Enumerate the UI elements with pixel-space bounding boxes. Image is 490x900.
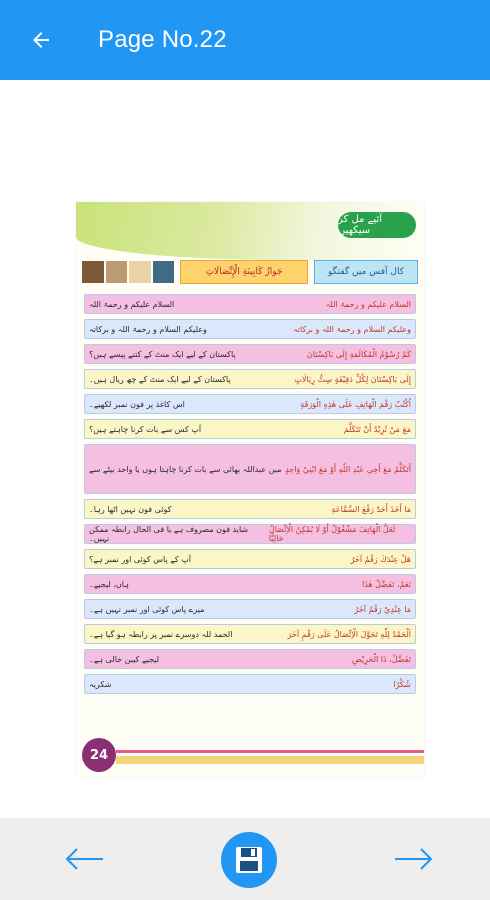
urdu-translation: میں عبداللہ بھائی سے بات کرنا چاہتا ہوں یا واحد بیٹے سے [89, 464, 282, 474]
arabic-text: مَا عِنْدِيْ رَقْمٌ آخَرُ [354, 604, 411, 614]
book-page-image [76, 202, 424, 778]
header-thumbnails [82, 261, 174, 283]
floppy-disk-icon [233, 844, 265, 876]
dialogue-row [84, 444, 416, 494]
urdu-translation: شکریہ [89, 679, 112, 689]
page-tab-label: آئیے مل کر سیکھیں [338, 212, 416, 238]
arabic-text: السلام علیکم و رحمۃ اللہ [325, 299, 411, 309]
arabic-text: اُكْتُبْ رَقْمَ الْهَاتِفِ عَلَى هٰذِهِ الْوَرَقَةِ [300, 399, 411, 409]
arabic-text: لَعَلَّ الْهَاتِفَ مَشْغُوْلٌ أَوْ لَا يُمْكِنُ الْاِتِّصَالُ حَالِيًّا [268, 525, 396, 543]
page-number: 24 [82, 738, 116, 772]
save-button[interactable] [221, 832, 277, 888]
dialogue-row [84, 419, 416, 439]
page-subheading: کال آفس میں گفتگو [314, 260, 418, 284]
arabic-text: وعلیکم السلام و رحمۃ اللہ و برکاتہ [293, 324, 411, 334]
dialogue-row [84, 369, 416, 389]
urdu-translation: وعلیکم السلام و رحمۃ اللہ و برکاتہ [89, 324, 207, 334]
back-button[interactable] [24, 23, 58, 57]
urdu-translation: پاکستان کے لیے ایک منٹ کے کتنے پیسے ہیں؟ [89, 349, 236, 359]
dialogue-row [84, 319, 416, 339]
arabic-text: نَعَمْ، تَفَضَّلْ هٰذَا [362, 579, 411, 589]
dialogue-row [84, 294, 416, 314]
dialogue-row [84, 394, 416, 414]
dialogue-row [84, 624, 416, 644]
urdu-translation: کوئی فون نہیں اٹھا رہا۔ [89, 504, 172, 514]
thumbnail [129, 261, 151, 283]
urdu-translation: آپ کے پاس کوئی اور نمبر ہے؟ [89, 554, 192, 564]
urdu-translation: شاید فون مصروف ہے یا فی الحال رابطہ ممکن نہیں۔ [89, 525, 249, 543]
arabic-text: إِلَى بَاكِسْتَانَ لِكُلِّ دَقِيْقَةٍ سِتُّ رِيَالَاتٍ [294, 374, 411, 384]
thumbnail [106, 261, 128, 283]
urdu-translation: میرے پاس کوئی اور نمبر نہیں ہے۔ [89, 604, 205, 614]
thumbnail [153, 261, 175, 283]
page-header [82, 260, 418, 284]
urdu-translation: الحمد للہ دوسرے نمبر پر رابطہ ہو گیا ہے۔ [89, 629, 233, 639]
app-bar [0, 0, 490, 80]
dialogue-row [84, 649, 416, 669]
urdu-translation: اس کاغذ پر فون نمبر لکھیے۔ [89, 399, 185, 409]
arabic-text: شُكْرًا [393, 679, 411, 689]
footer-band [116, 756, 424, 764]
arrow-left-icon [63, 847, 105, 871]
footer-line [116, 750, 424, 753]
next-page-button[interactable] [390, 838, 438, 880]
thumbnail [82, 261, 104, 283]
bottom-bar [0, 818, 490, 900]
arabic-text: مَعَ مَنْ تُرِيْدُ أَنْ تَتَكَلَّمَ [343, 424, 411, 434]
urdu-translation: لیجیے کیبن خالی ہے۔ [89, 654, 160, 664]
dialogue-row [84, 524, 416, 544]
arabic-text: هَلْ عِنْدَكَ رَقْمُ آخَرُ [350, 554, 411, 564]
arabic-text: كَمْ رُسُوْمُ الْمُكَالَمَةِ إِلَى بَاكِسْتَانَ [306, 349, 411, 359]
arrow-back-icon [29, 28, 53, 52]
dialogue-row [84, 549, 416, 569]
arabic-text: تَفَضَّلْ، ذَا الْحَرِيْصِ [352, 654, 411, 664]
arabic-text: أَتَكَلَّمُ مَعَ أَخِي عَبْدِ اللّٰهِ أَوْ مَعَ ابْنِيْ وَاحِدٍ [285, 464, 411, 474]
urdu-translation: السلام علیکم و رحمۃ اللہ [89, 299, 175, 309]
dialogue-row [84, 674, 416, 694]
page-footer [76, 736, 424, 778]
dialogue-list [84, 294, 416, 699]
page-heading: جَوازُ كَابِينَةِ الْإِتِّصَالَاتِ [180, 260, 308, 284]
urdu-translation: ہاں، لیجیے۔ [89, 579, 129, 589]
arrow-right-icon [393, 847, 435, 871]
dialogue-row [84, 574, 416, 594]
page-title: Page No.22 [98, 26, 227, 53]
arabic-text: اَلْحَمْدُ لِلّٰهِ تَحَوَّلَ الْاِتِّصَالُ عَلَى رَقْمِ آخَرَ [287, 629, 411, 639]
page-viewer[interactable] [0, 80, 490, 818]
dialogue-row [84, 599, 416, 619]
urdu-translation: آپ کس سے بات کرنا چاہتے ہیں؟ [89, 424, 202, 434]
urdu-translation: پاکستان کے لیے ایک منٹ کے چھ ریال ہیں۔ [89, 374, 231, 384]
previous-page-button[interactable] [60, 838, 108, 880]
dialogue-row [84, 499, 416, 519]
arabic-text: مَا أَخَذَ أَحَدٌ رَفْعَ السَّمَّاعَةِ [331, 504, 411, 514]
dialogue-row [84, 344, 416, 364]
